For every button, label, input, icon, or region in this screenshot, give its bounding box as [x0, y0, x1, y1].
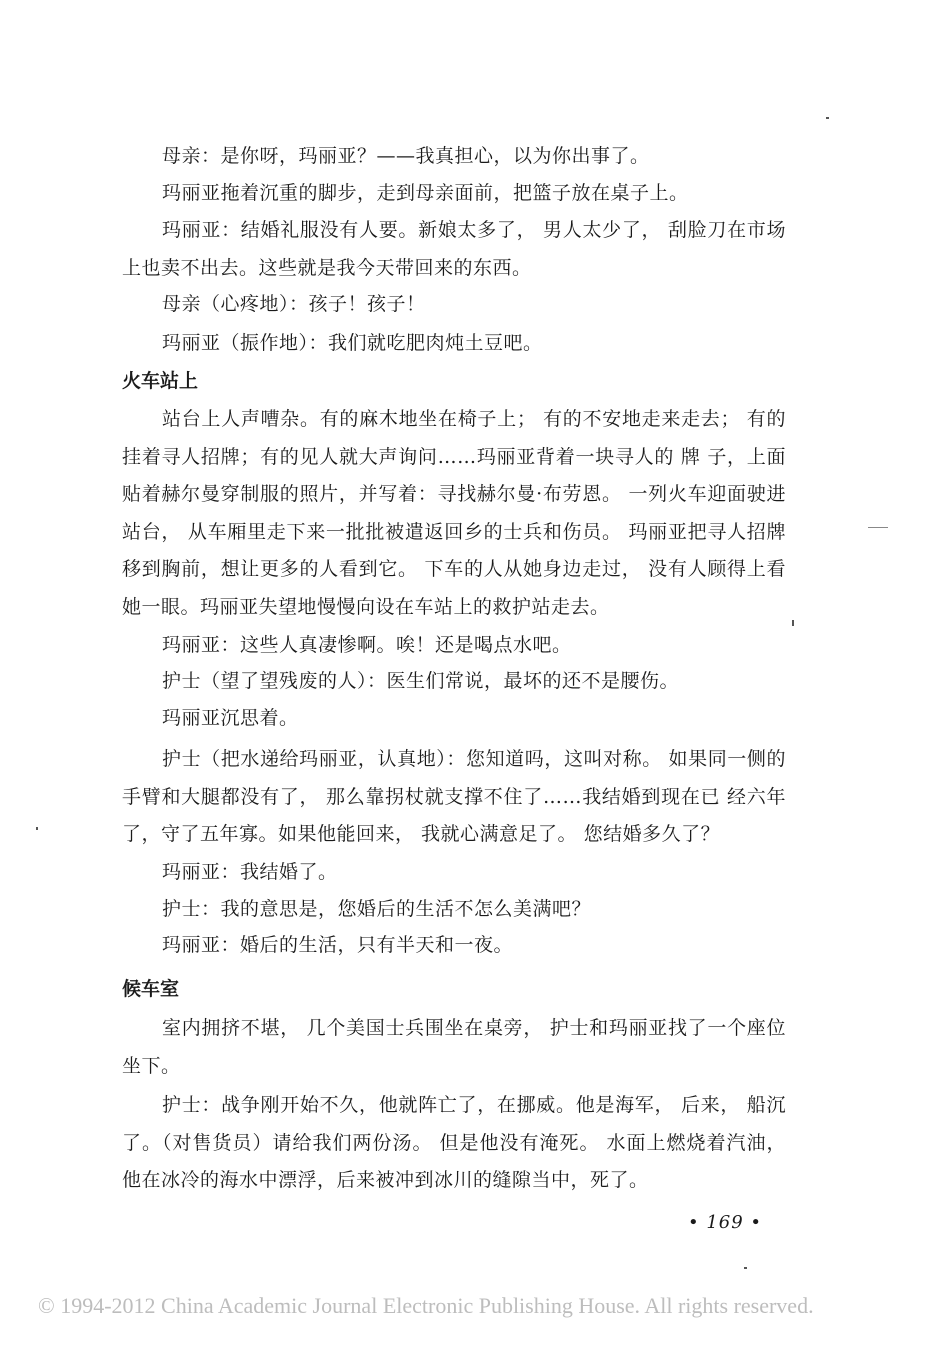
scan-speck	[826, 117, 829, 119]
page-number: • 169 •	[688, 1212, 763, 1233]
paragraph: 玛丽亚（振作地）：我们就吃肥肉炖土豆吧。	[162, 332, 543, 354]
scan-speck	[868, 527, 888, 528]
scan-speck	[792, 620, 794, 626]
paragraph: 护士（望了望残废的人）：医生们常说，最坏的还不是腰伤。	[162, 670, 680, 692]
paragraph: 玛丽亚：婚后的生活，只有半天和一夜。	[162, 934, 514, 956]
paragraph: 室内拥挤不堪， 几个美国士兵围坐在桌旁， 护士和玛丽亚找了一个座位坐下。	[122, 1017, 786, 1077]
scan-speck	[36, 827, 38, 830]
paragraph: 母亲（心疼地）：孩子！孩子！	[162, 293, 426, 315]
paragraph: 母亲：是你呀，玛丽亚？——我真担心，以为你出事了。	[162, 145, 650, 167]
copyright-footer: © 1994-2012 China Academic Journal Electronic Publishing House. All rights reserved.	[38, 1293, 814, 1318]
paragraph: 玛丽亚：结婚礼服没有人要。新娘太多了， 男人太少了， 刮脸刀在市场上也卖不出去。这些就是我今天带回来的东西。	[122, 219, 786, 279]
paragraph: 护士：战争刚开始不久，他就阵亡了，在挪威。他是海军， 后来， 船沉了。（对售货员）请给我们两份汤。 但是他没有淹死。 水面上燃烧着汽油，他在冰冷的海水中漂浮，后来被冲到冰川的缝隙当中，死了。	[122, 1094, 786, 1191]
scan-speck	[744, 1267, 747, 1269]
paragraph: 玛丽亚：我结婚了。	[162, 861, 338, 883]
section-heading: 候车室	[122, 978, 180, 1000]
paragraph: 玛丽亚：这些人真凄惨啊。唉！还是喝点水吧。	[162, 634, 572, 656]
paragraph: 护士：我的意思是，您婚后的生活不怎么美满吧？	[162, 898, 592, 920]
paragraph: 护士（把水递给玛丽亚，认真地）：您知道吗，这叫对称。 如果同一侧的手臂和大腿都没有了， 那么靠拐杖就支撑不住了……我结婚到现在已 经六年了，守了五年寡。如果他能回来， 我就心满意足了。 您结婚多久了？	[122, 748, 786, 845]
section-heading: 火车站上	[122, 370, 199, 392]
paragraph: 玛丽亚沉思着。	[162, 707, 299, 729]
paragraph: 玛丽亚拖着沉重的脚步，走到母亲面前，把篮子放在桌子上。	[162, 182, 689, 204]
paragraph: 站台上人声嘈杂。有的麻木地坐在椅子上； 有的不安地走来走去； 有的挂着寻人招牌；有的见人就大声询问……玛丽亚背着一块寻人的 牌 子，上面贴着赫尔曼穿制服的照片，并写着：寻找赫尔曼·布劳恩。 一列火车迎面驶进站台， 从车厢里走下来一批批被遣返回乡的士兵和伤员。 玛丽亚把寻人招牌移到胸前，想让更多的人看到它。 下车的人从她身边走过， 没有人顾得上看她一眼。玛丽亚失望地慢慢向设在车站上的救护站走去。	[122, 408, 786, 618]
